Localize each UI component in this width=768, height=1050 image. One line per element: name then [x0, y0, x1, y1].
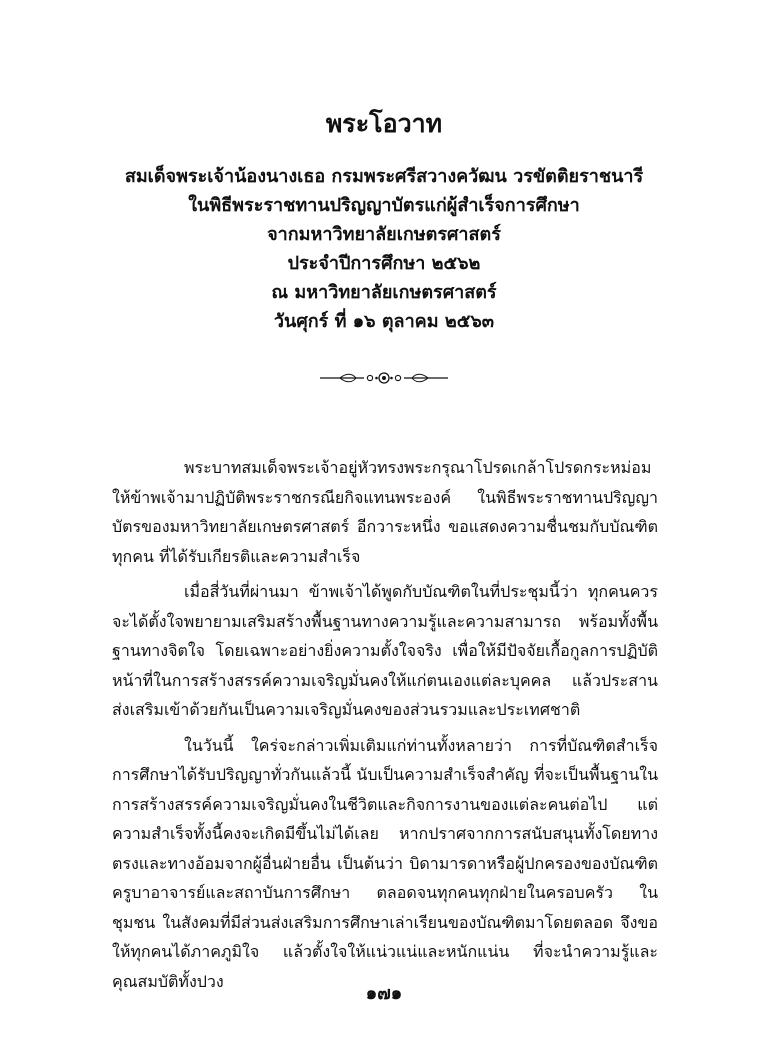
document-title: พระโอวาท [325, 109, 443, 138]
paragraph: พระบาทสมเด็จพระเจ้าอยู่หัวทรงพระกรุณาโปรดเกล้าโปรดกระหม่อมให้ข้าพเจ้ามาปฏิบัติพระราชกรณียกิจแทนพระองค์ ในพิธีพระราชทานปริญญาบัตรของมหาวิทยาลัยเกษตรศาสตร์ อีกวาระหนึ่ง ขอแสดงความชื่นชมกับบัณฑิตทุกคน ที่ได้รับเกียรติและความสำเร็จ [112, 458, 658, 566]
subtitle-line: ณ มหาวิทยาลัยเกษตรศาสตร์ [271, 282, 497, 303]
ornament-divider-icon [318, 370, 450, 386]
page-number: ๑๗๑ [365, 983, 403, 1004]
subtitle-line: ประจำปีการศึกษา ๒๕๖๒ [287, 253, 481, 274]
subtitle-line: ในพิธีพระราชทานปริญญาบัตรแก่ผู้สำเร็จการศึกษา [188, 195, 580, 216]
speech-body [112, 453, 658, 1002]
subtitle-line: วันศุกร์ ที่ ๑๖ ตุลาคม ๒๕๖๓ [273, 311, 495, 332]
subtitle-block [60, 162, 708, 336]
subtitle-line: จากมหาวิทยาลัยเกษตรศาสตร์ [267, 224, 501, 245]
paragraph: ในวันนี้ ใคร่จะกล่าวเพิ่มเติมแก่ท่านทั้งหลายว่า การที่บัณฑิตสำเร็จการศึกษาได้รับปริญญาทั่วกันแล้วนี้ นับเป็นความสำเร็จสำคัญ ที่จะเป็นพื้นฐานในการสร้างสรรค์ความเจริญมั่นคงในชีวิตและกิจการงานของแต่ละคนต่อไป แต่ความสำเร็จทั้งนี้คงจะเกิดมีขึ้นไม่ได้เลย หากปราศจากการสนับสนุนทั้งโดยทางตรงและทางอ้อมจากผู้อื่นฝ่ายอื่น เป็นต้นว่า บิดามารดาหรือผู้ปกครองของบัณฑิต ครูบาอาจารย์และสถาบันการศึกษา ตลอดจนทุกคนทุกฝ่ายในครอบครัว ในชุมชน ในสังคมที่มีส่วนส่งเสริมการศึกษาเล่าเรียนของบัณฑิตมาโดยตลอด จึงขอให้ทุกคนได้ภาคภูมิใจ แล้วตั้งใจให้แน่วแน่และหนักแน่น ที่จะนำความรู้และคุณสมบัติทั้งปวง [112, 735, 658, 991]
subtitle-line: สมเด็จพระเจ้าน้องนางเธอ กรมพระศรีสวางควัฒน วรขัตติยราชนารี [124, 166, 644, 187]
paragraph: เมื่อสี่วันที่ผ่านมา ข้าพเจ้าได้พูดกับบัณฑิตในที่ประชุมนี้ว่า ทุกคนควรจะได้ตั้งใจพยายามเสริมสร้างพื้นฐานทางความรู้และความสามารถ พร้อมทั้งพื้นฐานทางจิตใจ โดยเฉพาะอย่างยิ่งความตั้งใจจริง เพื่อให้มีปัจจัยเกื้อกูลการปฏิบัติหน้าที่ในการสร้างสรรค์ความเจริญมั่นคงให้แก่ตนเองแต่ละบุคคล แล้วประสานส่งเสริมเข้าด้วยกันเป็นความเจริญมั่นคงของส่วนรวมและประเทศชาติ [112, 582, 658, 719]
